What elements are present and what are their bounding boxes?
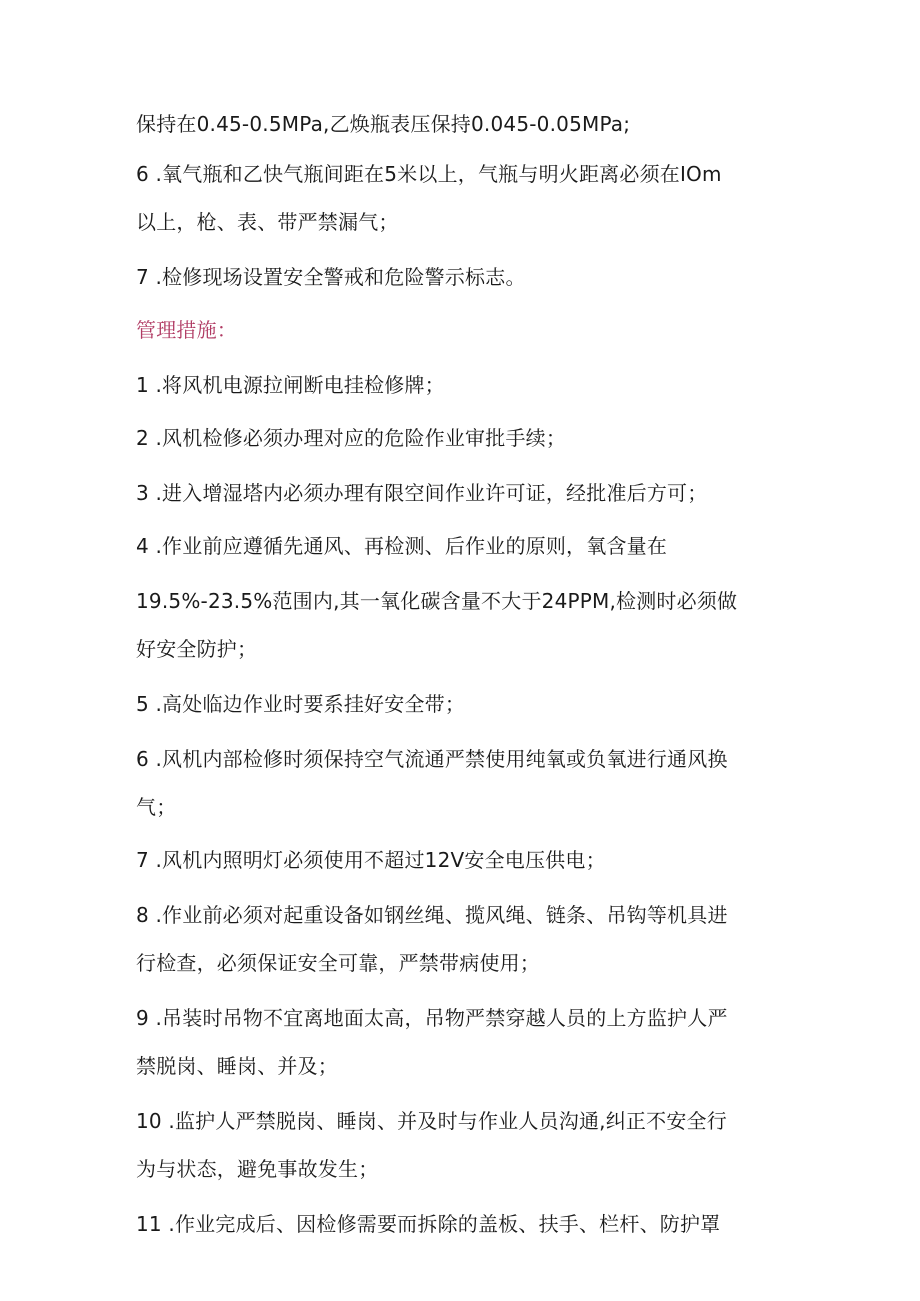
text-line: 保持在0.45-0.5MPa,乙焕瓶表压保持0.045-0.05MPa;: [136, 112, 631, 136]
text-line: 6 .氧气瓶和乙快气瓶间距在5米以上，气瓶与明火距离必须在IOm: [136, 162, 722, 186]
text-line: 8 .作业前必须对起重设备如钢丝绳、揽风绳、链条、吊钩等机具进: [136, 903, 728, 927]
section-heading: 管理措施：: [136, 318, 237, 342]
text-line: 好安全防护；: [136, 637, 258, 661]
text-line: 11 .作业完成后、因检修需要而拆除的盖板、扶手、栏杆、防护罩: [136, 1212, 721, 1236]
text-line: 气；: [136, 795, 177, 819]
text-line: 以上，枪、表、带严禁漏气；: [136, 210, 399, 234]
text-line: 5 .高处临边作业时要系挂好安全带；: [136, 692, 466, 716]
text-line: 3 .进入增湿塔内必须办理有限空间作业许可证，经批准后方可；: [136, 481, 708, 505]
text-line: 禁脱岗、睡岗、并及；: [136, 1054, 338, 1078]
text-line: 2 .风机检修必须办理对应的危险作业审批手续；: [136, 426, 567, 450]
text-line: 为与状态，避免事故发生；: [136, 1157, 379, 1181]
text-line: 4 .作业前应遵循先通风、再检测、后作业的原则，氧含量在: [136, 534, 668, 558]
text-line: 19.5%-23.5%范围内,其一氧化碳含量不大于24PPM,检测时必须做: [136, 589, 738, 613]
text-line: 9 .吊装时吊物不宜离地面太高，吊物严禁穿越人员的上方监护人严: [136, 1006, 728, 1030]
text-line: 10 .监护人严禁脱岗、睡岗、并及时与作业人员沟通,纠正不安全行: [136, 1109, 727, 1133]
text-line: 7 .检修现场设置安全警戒和危险警示标志。: [136, 265, 526, 289]
text-line: 行检查，必须保证安全可靠，严禁带病使用；: [136, 951, 540, 975]
text-line: 7 .风机内照明灯必须使用不超过12V安全电压供电；: [136, 848, 606, 872]
text-line: 6 .风机内部检修时须保持空气流通严禁使用纯氧或负氧进行通风换: [136, 747, 728, 771]
document-body: [136, 112, 796, 1236]
text-line: 1 .将风机电源拉闸断电挂检修牌；: [136, 373, 445, 397]
